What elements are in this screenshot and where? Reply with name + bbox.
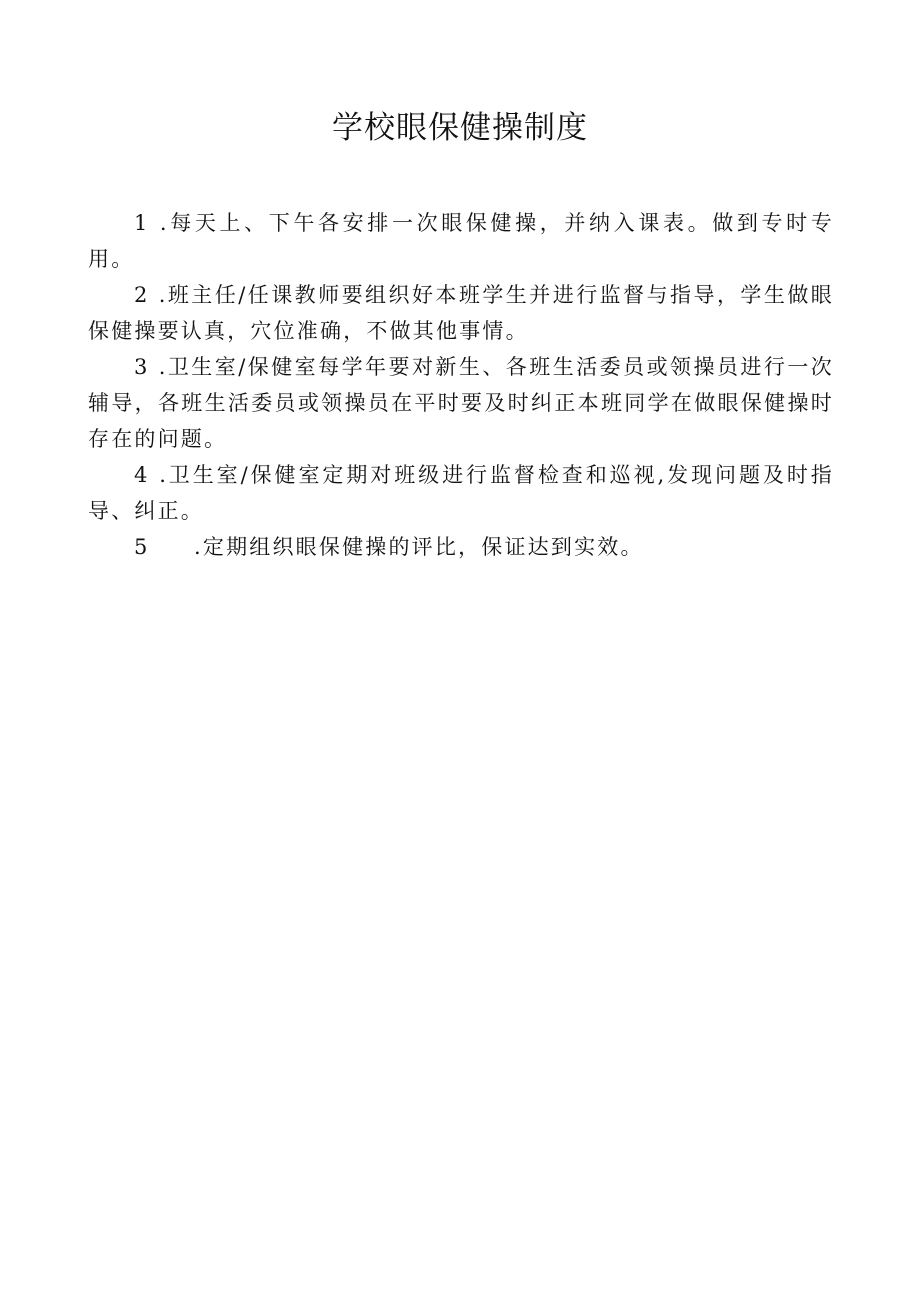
clause-number: 3 bbox=[134, 355, 150, 379]
clause-text: .每天上、下午各安排一次眼保健操，并纳入课表。做到专时专用。 bbox=[88, 211, 834, 271]
clause-number: 4 bbox=[134, 463, 150, 487]
document-title: 学校眼保健操制度 bbox=[332, 110, 588, 146]
clause-number: 2 bbox=[134, 283, 150, 307]
clause-number: 5 bbox=[134, 535, 150, 559]
clause-3 bbox=[88, 349, 834, 457]
clause-text: .班主任/任课教师要组织好本班学生并进行监督与指导，学生做眼保健操要认真，穴位准确，不做其他事情。 bbox=[88, 283, 834, 343]
clause-text: .卫生室/保健室定期对班级进行监督检查和巡视,发现问题及时指导、纠正。 bbox=[88, 463, 834, 523]
clause-text: .卫生室/保健室每学年要对新生、各班生活委员或领操员进行一次辅导，各班生活委员或领操员在平时要及时纠正本班同学在做眼保健操时存在的问题。 bbox=[88, 355, 834, 451]
clause-5 bbox=[88, 529, 834, 565]
document-body bbox=[88, 205, 834, 565]
clause-number: 1 bbox=[134, 211, 150, 235]
clause-1 bbox=[88, 205, 834, 277]
clause-text: .定期组织眼保健操的评比，保证达到实效。 bbox=[194, 535, 644, 559]
clause-2 bbox=[88, 277, 834, 349]
clause-4 bbox=[88, 457, 834, 529]
